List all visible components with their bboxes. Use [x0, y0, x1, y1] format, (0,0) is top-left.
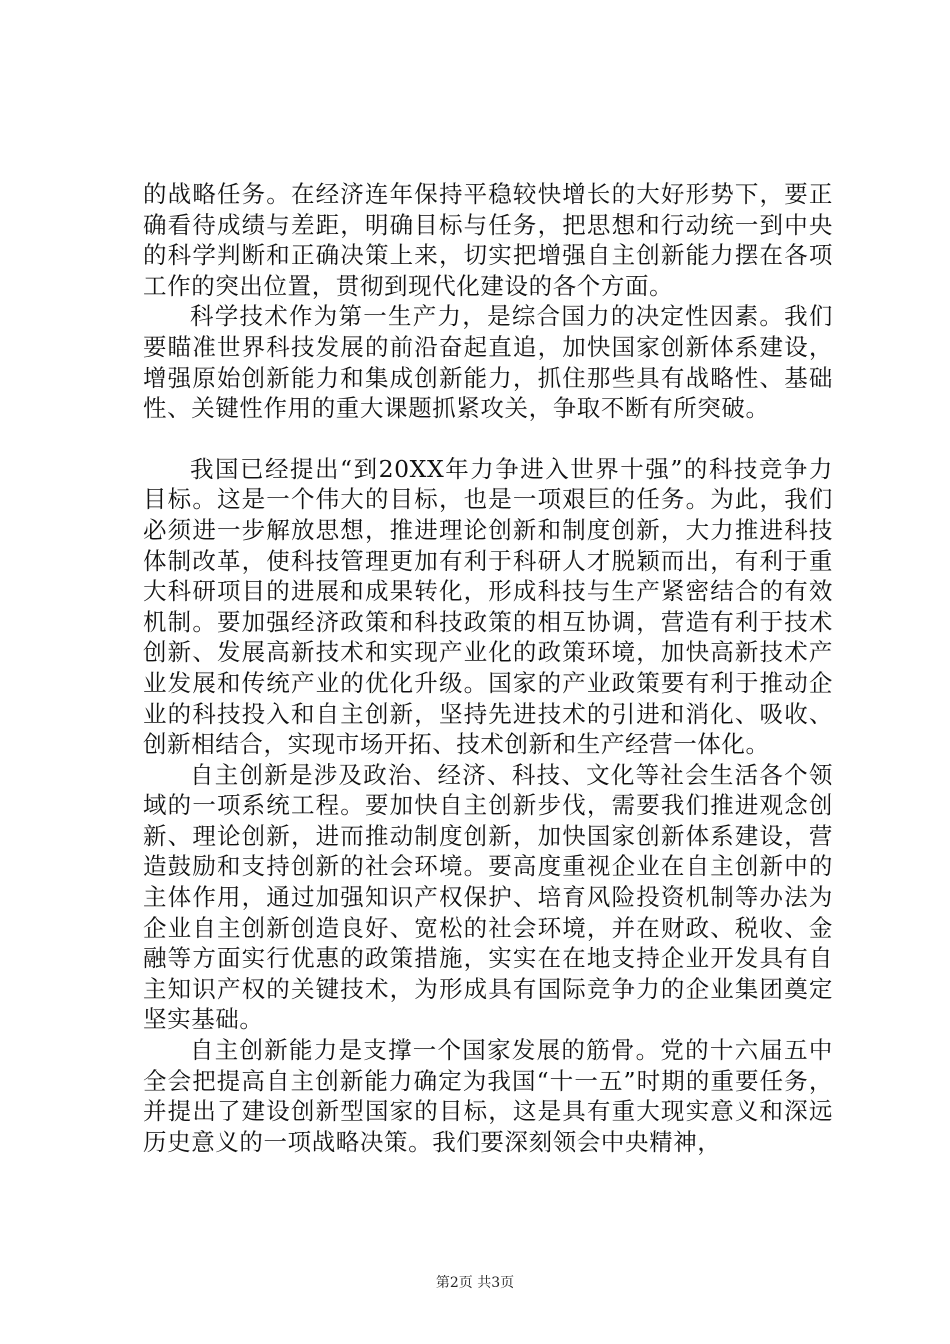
paragraph-continuation: 的战略任务。在经济连年保持平稳较快增长的大好形势下，要正确看待成绩与差距，明确目标与任务，把思想和行动统一到中央的科学判断和正确决策上来，切实把增强自主创新能力摆在各项工作的突出位置，贯彻到现代化建设的各个方面。: [143, 180, 833, 300]
document-body: [143, 179, 833, 1157]
paragraph-independent-innovation: 自主创新是涉及政治、经济、科技、文化等社会生活各个领域的一项系统工程。要加快自主创新步伐，需要我们推进观念创新、理论创新，进而推动制度创新，加快国家创新体系建设，营造鼓励和支持创新的社会环境。要高度重视企业在自主创新中的主体作用，通过加强知识产权保护、培育风险投资机制等办法为企业自主创新创造良好、宽松的社会环境，并在财政、税收、金融等方面实行优惠的政策措施，实实在在地支持企业开发具有自主知识产权的关键技术，为形成具有国际竞争力的企业集团奠定坚实基础。: [143, 760, 833, 1034]
paragraph-innovation-capability: 自主创新能力是支撑一个国家发展的筋骨。党的十六届五中全会把提高自主创新能力确定为我国“十一五”时期的重要任务，并提出了建设创新型国家的目标，这是具有重大现实意义和深远历史意义的一项战略决策。我们要深刻领会中央精神，: [143, 1036, 833, 1156]
paragraph-competitiveness-goal: 我国已经提出“到20XX年力争进入世界十强”的科技竞争力目标。这是一个伟大的目标，也是一项艰巨的任务。为此，我们必须进一步解放思想，推进理论创新和制度创新，大力推进科技体制改革，使科技管理更加有利于科研人才脱颖而出，有利于重大科研项目的进展和成果转化，形成科技与生产紧密结合的有效机制。要加强经济政策和科技政策的相互协调，营造有利于技术创新、发展高新技术和实现产业化的政策环境，加快高新技术产业发展和传统产业的优化升级。国家的产业政策要有利于推动企业的科技投入和自主创新，坚持先进技术的引进和消化、吸收、创新相结合，实现市场开拓、技术创新和生产经营一体化。: [143, 454, 833, 759]
page-number-footer: 第2页 共3页: [435, 1275, 515, 1291]
paragraph-science-technology: 科学技术作为第一生产力，是综合国力的决定性因素。我们要瞄准世界科技发展的前沿奋起直追，加快国家创新体系建设，增强原始创新能力和集成创新能力，抓住那些具有战略性、基础性、关键性作用的重大课题抓紧攻关，争取不断有所突破。: [143, 302, 833, 423]
